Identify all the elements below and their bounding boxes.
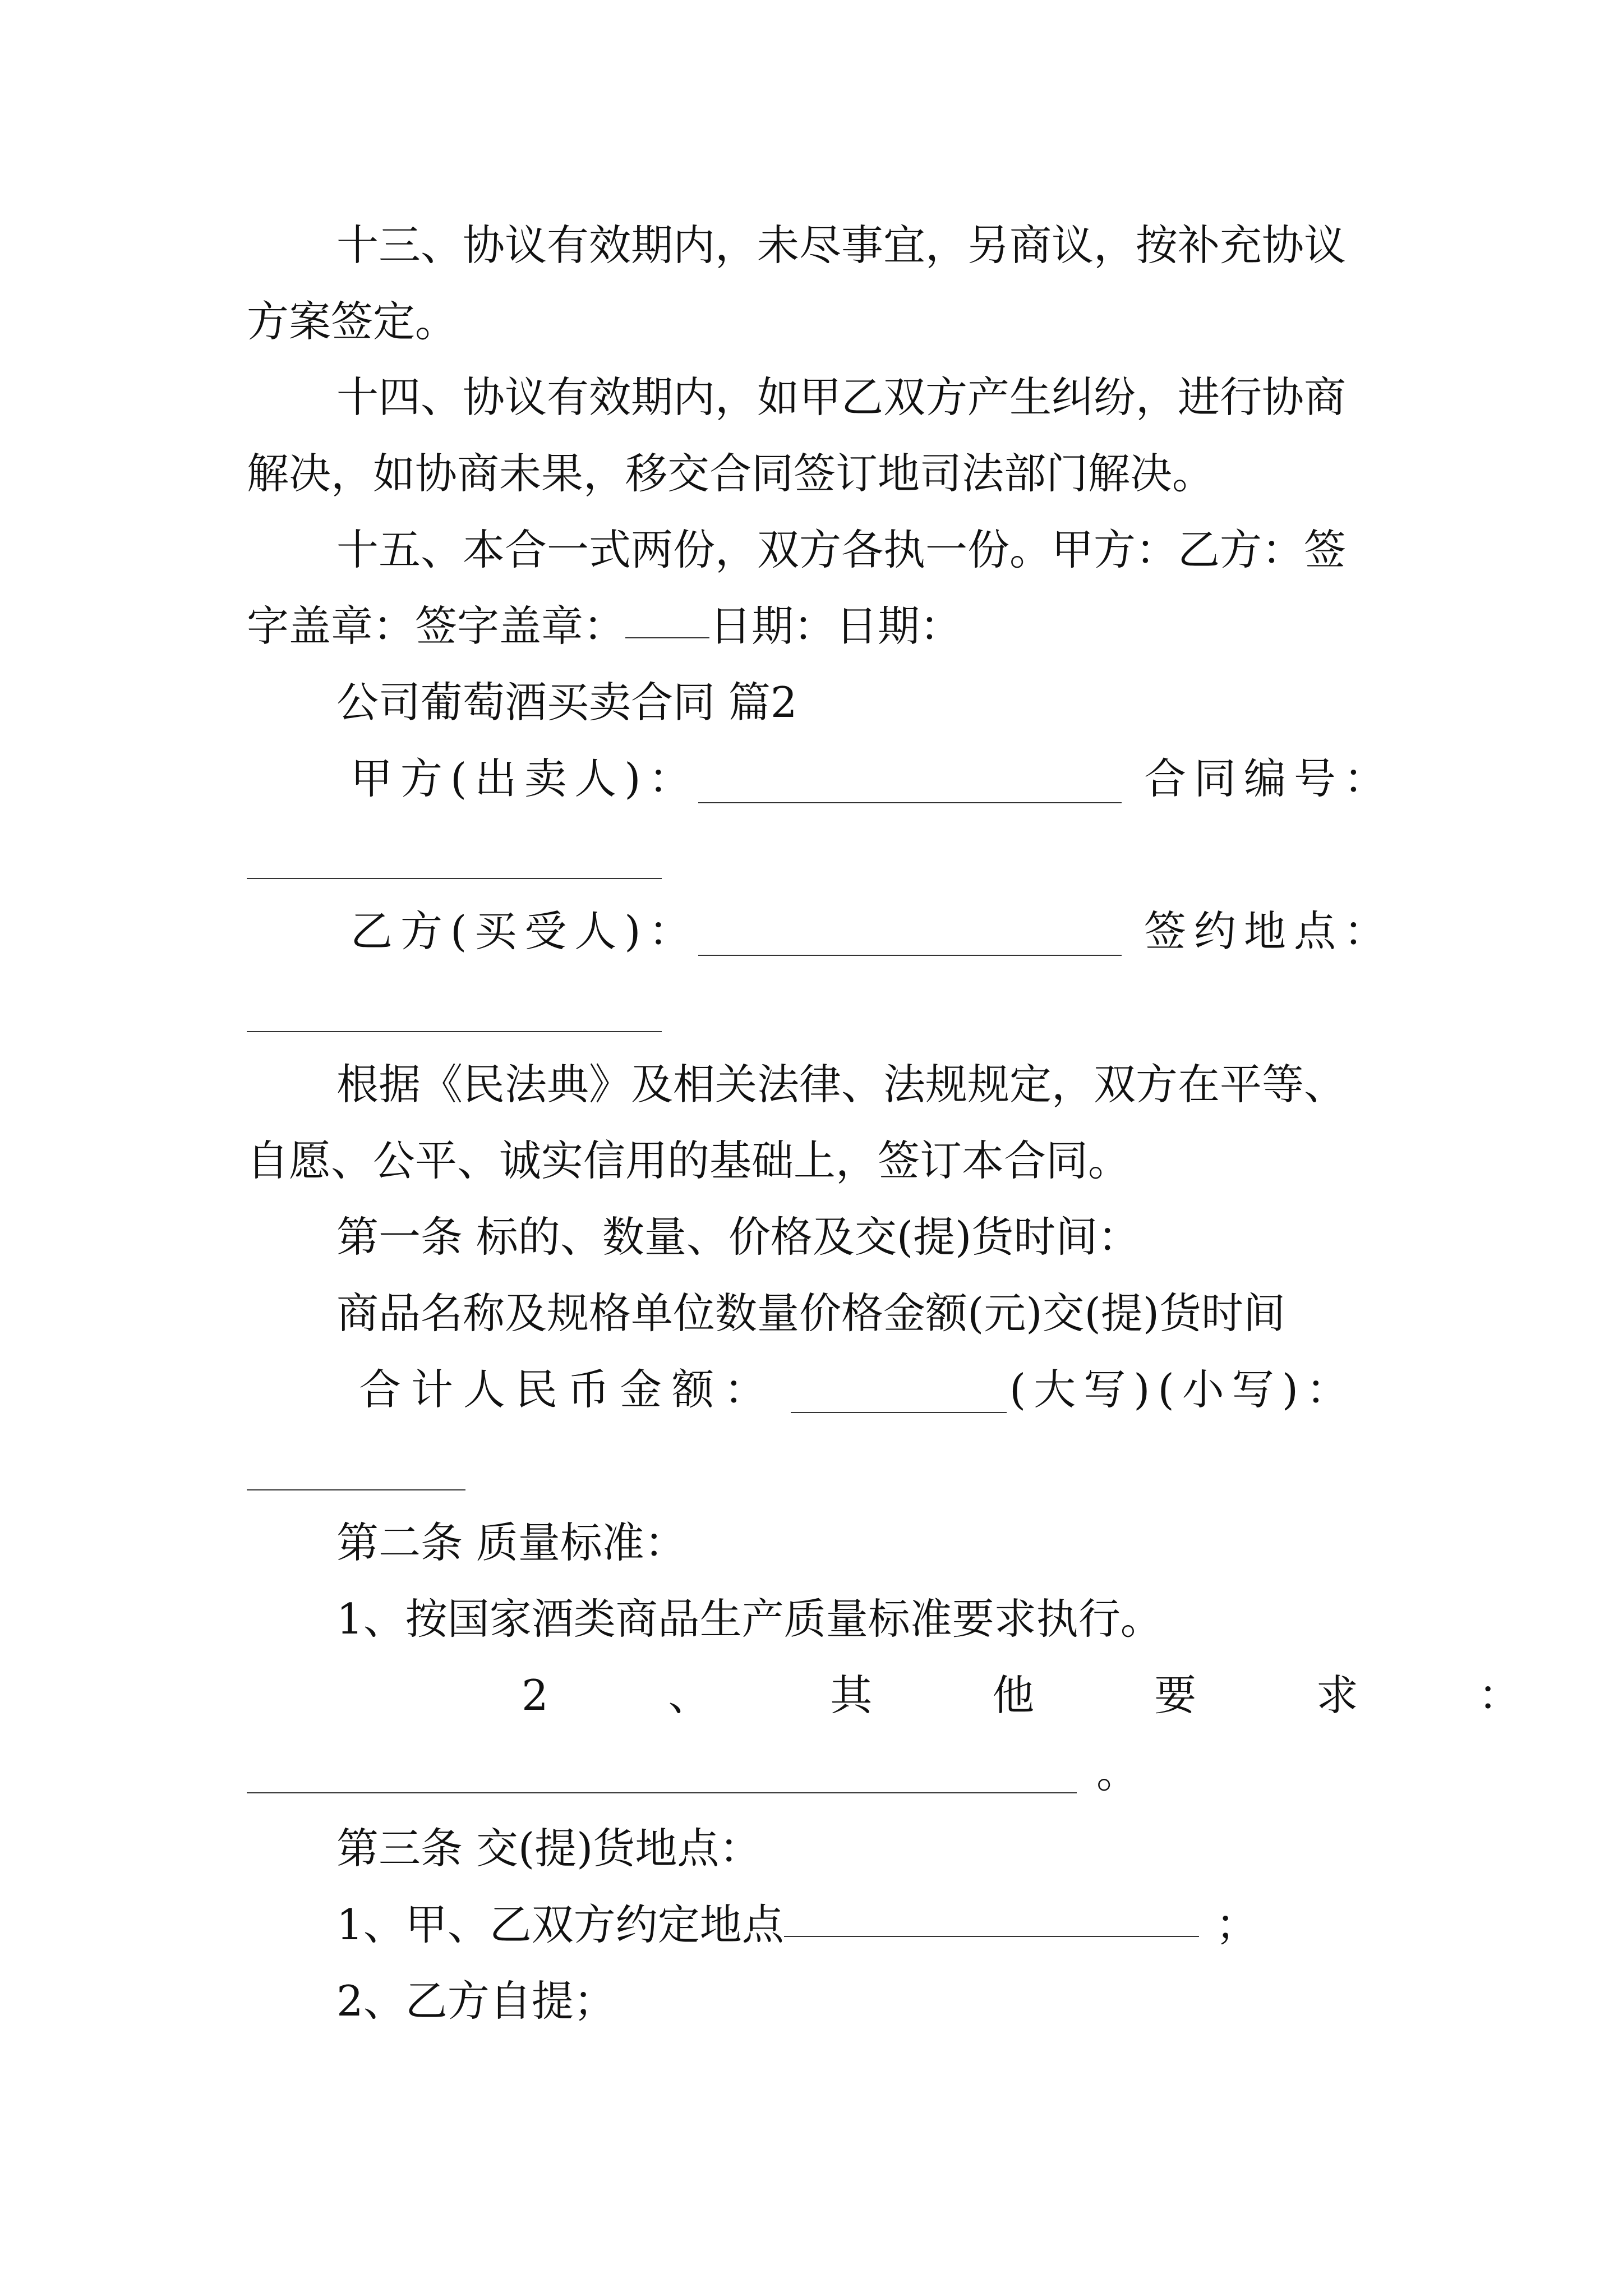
other-requirements-blank: [247, 1792, 1077, 1793]
other-requirements-end: 。: [1096, 1748, 1139, 1797]
article-2-heading: 第二条 质量标准：: [336, 1518, 686, 1567]
total-capital-small-label: (大写)(小写)：: [1009, 1365, 1357, 1414]
article-1-heading: 第一条 标的、数量、价格及交(提)货时间：: [336, 1212, 1140, 1262]
clause-14-line1: 十四、协议有效期内，如甲乙双方产生纠纷，进行协商: [336, 372, 1347, 422]
goods-columns: 商品名称及规格单位数量价格金额(元)交(提)货时间: [336, 1289, 1286, 1338]
contract-no-label: 合同编号：: [1144, 754, 1394, 803]
party-a-blank: [698, 802, 1122, 803]
clause-15-line1: 十五、本合一式两份，双方各执一份。甲方：乙方：签: [336, 525, 1347, 574]
quality-item-1: 1、按国家酒类商品生产质量标准要求执行。: [336, 1594, 1163, 1644]
clause-14-line2: 解决，如协商未果，移交合同签订地司法部门解决。: [247, 449, 1215, 498]
party-b-label: 乙方(买受人)：: [351, 907, 699, 956]
party-b-blank: [698, 955, 1122, 956]
clause-13-line1: 十三、协议有效期内，未尽事宜，另商议，按补充协议: [336, 220, 1347, 270]
quality-item-2: 2 、 其 他 要 求 ：: [522, 1671, 1520, 1720]
total-small-blank: [247, 1489, 465, 1490]
clause-15-line2: [247, 598, 1399, 654]
delivery-item-2: 2、乙方自提；: [336, 1976, 616, 2026]
date-blank: [625, 637, 709, 638]
delivery-item-1: [336, 1897, 1399, 1953]
total-amount-label: 合计人民币金额：: [359, 1365, 777, 1414]
party-a-label: 甲方(出卖人)：: [351, 754, 699, 803]
contract-no-blank: [247, 878, 662, 879]
sign-place-label: 签约地点：: [1144, 907, 1394, 956]
delivery-place-blank: [784, 1935, 1199, 1937]
preamble-line1: 根据《民法典》及相关法律、法规规定，双方在平等、: [336, 1060, 1347, 1109]
date-labels: 日期：日期：: [709, 601, 962, 651]
signature-labels: 字盖章：签字盖章：: [247, 601, 626, 651]
delivery-item-1-label: 1、甲、乙双方约定地点: [336, 1900, 784, 1949]
preamble-line2: 自愿、公平、诚实信用的基础上，签订本合同。: [247, 1136, 1131, 1185]
sign-place-blank: [247, 1031, 662, 1032]
total-capital-blank: [791, 1412, 1007, 1413]
section-title: 公司葡萄酒买卖合同 篇2: [336, 678, 797, 727]
delivery-item-1-end: ；: [1215, 1900, 1258, 1949]
article-3-heading: 第三条 交(提)货地点：: [336, 1824, 762, 1873]
clause-13-line2: 方案签定。: [247, 297, 458, 346]
